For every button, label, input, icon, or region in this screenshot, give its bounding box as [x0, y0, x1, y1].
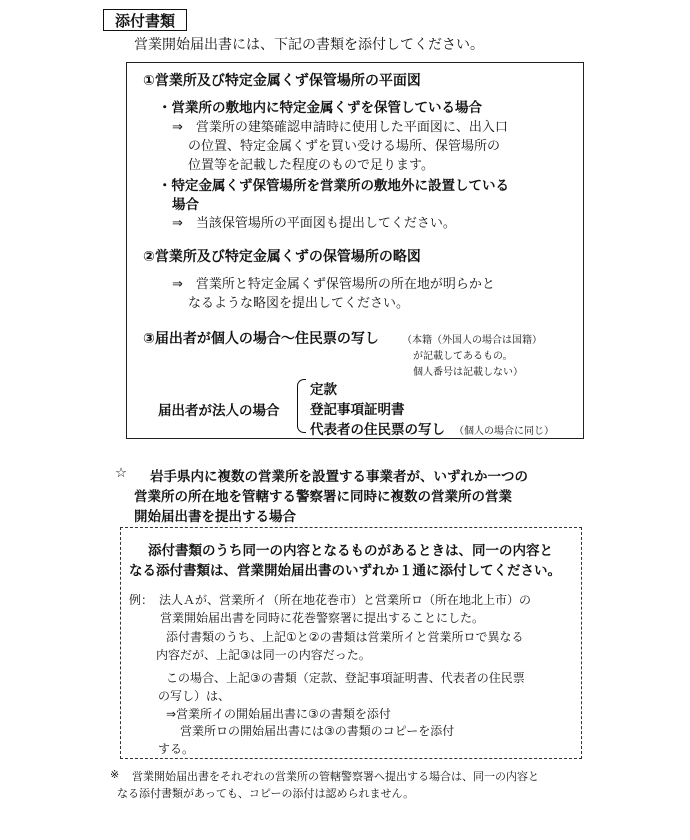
resident-note: が記載してあるもの。: [413, 351, 513, 362]
example-lead: 添付書類のうち同一の内容となるものがあるときは、同一の内容と: [148, 543, 553, 559]
resident-note: 個人番号は記載しない）: [413, 367, 523, 378]
desc-line: ⇒ 当該保管場所の平面図も提出してください。: [172, 216, 456, 231]
footnote-line: なる添付書類があっても、コピーの添付は認められません。: [117, 787, 415, 800]
section-title: 添付書類: [103, 9, 187, 31]
desc-line: ⇒ 営業所の建築確認申請時に使用した平面図に、出入口: [172, 120, 508, 135]
example-line: 添付書類のうち、上記①と②の書類は営業所イと営業所ロで異なる: [166, 630, 524, 644]
example-line: 例： 法人Ａが、営業所イ（所在地花巻市）と営業所ロ（所在地北上市）の: [129, 593, 532, 607]
example-line: ⇒営業所イの開始届出書に③の書類を添付: [166, 707, 391, 721]
example-line: する。: [158, 742, 195, 756]
star-icon: ☆: [115, 465, 128, 481]
example-line: 営業開始届出書を同時に花巻警察署に提出することにした。: [160, 611, 485, 625]
corp-item: 代表者の住民票の写し: [310, 422, 445, 438]
multi-office-heading: 岩手県内に複数の営業所を設置する事業者が、いずれか一つの: [150, 469, 528, 485]
corp-item: 定款: [310, 382, 337, 398]
footnote-mark: ※: [110, 768, 120, 781]
desc-line: なるような略図を提出してください。: [188, 296, 410, 311]
example-lead: なる添付書類は、営業開始届出書のいずれか１通に添付してください。: [129, 563, 561, 579]
desc-line: 位置等を記載した程度のもので足ります。: [188, 158, 434, 173]
corp-note: （個人の場合に同じ）: [454, 426, 554, 437]
brace: [297, 379, 306, 433]
intro-text: 営業開始届出書には、下記の書類を添付してください。: [134, 37, 484, 53]
heading-resident-record: ③届出者が個人の場合～住民票の写し: [143, 331, 379, 347]
footnote-line: 営業開始届出書をそれぞれの営業所の管轄警察署へ提出する場合は、同一の内容と: [132, 770, 539, 783]
example-line: この場合、上記③の書類（定款、登記事項証明書、代表者の住民票: [166, 671, 525, 685]
bullet-offsite-storage: ・特定金属くず保管場所を営業所の敷地外に設置している: [158, 178, 509, 194]
desc-line: ⇒ 営業所と特定金属くず保管場所の所在地が明らかと: [172, 277, 495, 292]
corp-label: 届出者が法人の場合: [158, 403, 280, 419]
desc-line: の位置、特定金属くずを買い受ける場所、保管場所の: [188, 139, 501, 154]
bullet-onsite-storage: ・営業所の敷地内に特定金属くずを保管している場合: [158, 100, 482, 116]
multi-office-heading: 開始届出書を提出する場合: [134, 509, 296, 525]
corp-item: 登記事項証明書: [310, 402, 405, 418]
example-line: 営業所ロの開始届出書には③の書類のコピーを添付: [180, 724, 455, 738]
resident-note: （本籍（外国人の場合は国籍）: [402, 335, 542, 346]
example-line: の写し）は、: [158, 689, 231, 703]
example-line: 内容だが、上記③は同一の内容だった。: [156, 648, 371, 662]
multi-office-heading: 営業所の所在地を管轄する警察署に同時に複数の営業所の営業: [134, 489, 512, 505]
heading-rough-map: ②営業所及び特定金属くずの保管場所の略図: [143, 249, 421, 265]
heading-floor-plan: ①営業所及び特定金属くず保管場所の平面図: [143, 73, 421, 89]
bullet-offsite-storage-cont: 場合: [172, 197, 199, 213]
